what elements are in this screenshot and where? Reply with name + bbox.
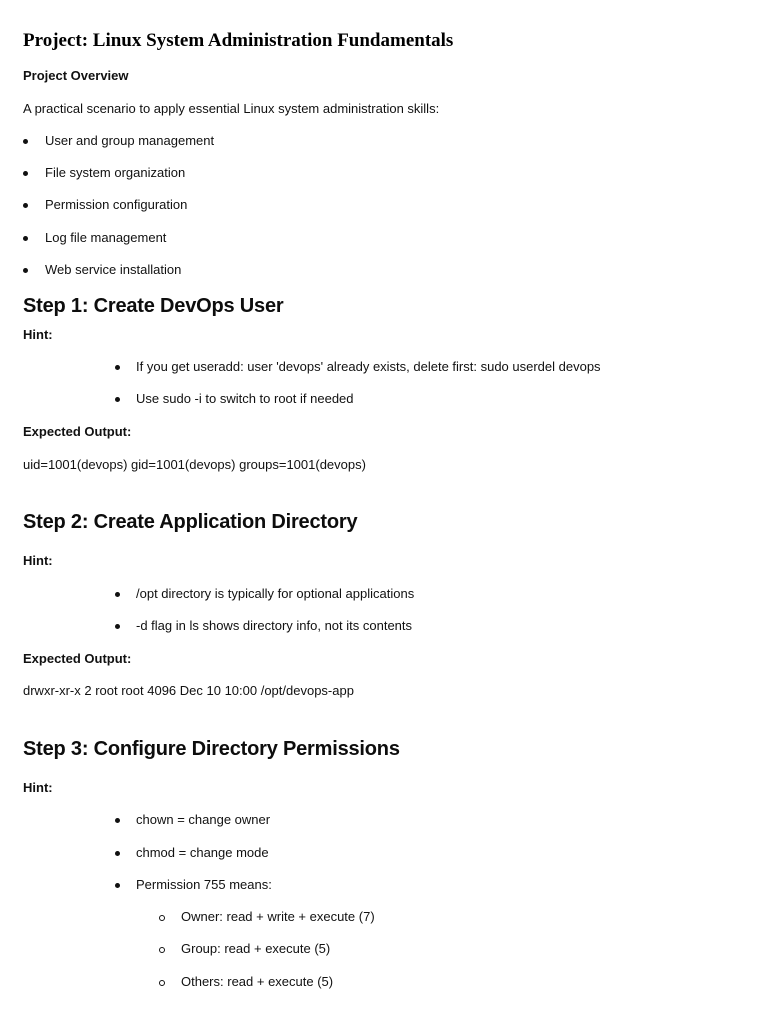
sub-bullet-icon — [159, 947, 165, 953]
overview-heading: Project Overview — [23, 68, 129, 83]
bullet-icon — [23, 203, 28, 208]
step-heading: Step 3: Configure Directory Permissions — [23, 738, 400, 760]
sub-bullet-icon — [159, 980, 165, 986]
sub-hint-item: Group: read + execute (5) — [181, 941, 331, 956]
step-heading: Step 2: Create Application Directory — [23, 511, 358, 533]
list-item: User and group management — [45, 133, 215, 148]
list-item: Web service installation — [45, 262, 182, 277]
list-item: File system organization — [45, 165, 186, 180]
bullet-icon — [115, 365, 120, 370]
sub-hint-item: Owner: read + write + execute (7) — [181, 909, 375, 924]
hint-item: Permission 755 means: — [136, 877, 272, 892]
list-item: Permission configuration — [45, 197, 188, 212]
hint-item: chmod = change mode — [136, 845, 269, 860]
hint-label: Hint: — [23, 780, 53, 795]
expected-output-label: Expected Output: — [23, 424, 132, 439]
list-item: Log file management — [45, 230, 167, 245]
expected-output-value: drwxr-xr-x 2 root root 4096 Dec 10 10:00 /opt/devops-app — [23, 683, 354, 698]
hint-item: If you get useradd: user 'devops' already exists, delete first: sudo userdel devops — [136, 359, 601, 374]
bullet-icon — [115, 397, 120, 402]
overview-intro: A practical scenario to apply essential Linux system administration skills: — [23, 101, 440, 116]
sub-bullet-icon — [159, 915, 165, 921]
bullet-icon — [23, 268, 28, 273]
bullet-icon — [115, 883, 120, 888]
hint-label: Hint: — [23, 327, 53, 342]
bullet-icon — [23, 139, 28, 144]
bullet-icon — [115, 851, 120, 856]
bullet-icon — [115, 818, 120, 823]
step-heading: Step 1: Create DevOps User — [23, 295, 284, 317]
bullet-icon — [115, 592, 120, 597]
hint-item: /opt directory is typically for optional applications — [136, 586, 415, 601]
expected-output-value: uid=1001(devops) gid=1001(devops) groups=1001(devops) — [23, 457, 366, 472]
bullet-icon — [23, 236, 28, 241]
expected-output-label: Expected Output: — [23, 651, 132, 666]
hint-label: Hint: — [23, 553, 53, 568]
hint-item: Use sudo -i to switch to root if needed — [136, 391, 354, 406]
document-title: Project: Linux System Administration Fundamentals — [23, 30, 454, 51]
hint-item: -d flag in ls shows directory info, not its contents — [136, 618, 413, 633]
bullet-icon — [23, 171, 28, 176]
sub-hint-item: Others: read + execute (5) — [181, 974, 334, 989]
hint-item: chown = change owner — [136, 812, 271, 827]
bullet-icon — [115, 624, 120, 629]
